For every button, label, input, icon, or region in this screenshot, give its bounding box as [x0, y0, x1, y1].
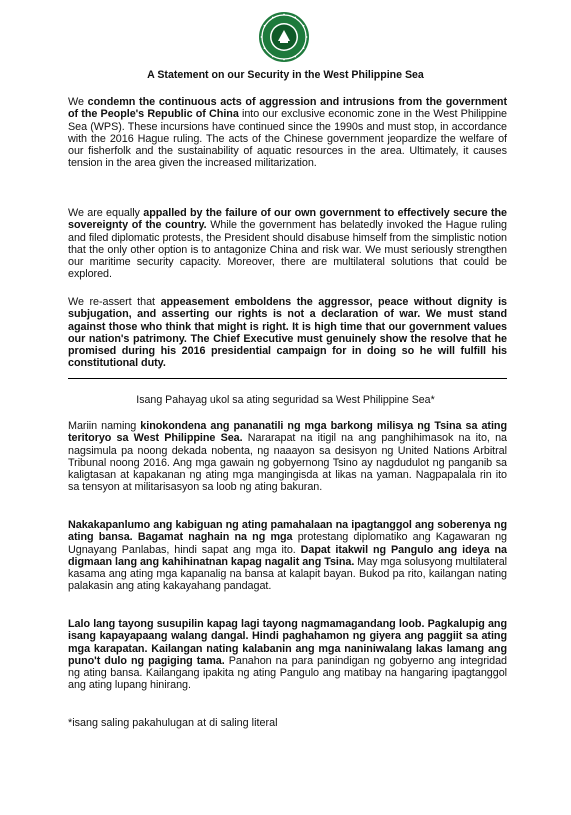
text-segment: into our exclusive economic zone in the West Philippine Sea (WPS). These incursions have continued since the 1990s and must stop, in accordance with the 2016 Hague ruling. The acts of the Chinese government jeopardize the welfare of our fisherfolk and the sustainability of aquatic resources in the area. Ultimately, it causes tension in the area given the increased militarization. — [68, 108, 508, 170]
text-segment: Panahon na para panindigan ng gobyerno ang integridad ng ating bansa. Kailangang ipakita ng ating Pangulo ang matibay na hangaring ipagtanggol ang ating lupang hinirang. — [68, 654, 507, 692]
english-paragraph-3 — [68, 296, 507, 370]
filipino-paragraph-3 — [68, 618, 507, 692]
english-paragraph-1 — [68, 96, 507, 170]
filipino-paragraph-1 — [68, 420, 507, 494]
text-segment: We are equally — [68, 207, 144, 219]
bold-text-segment: appalled by the failure of our own government to effectively secure the sovereignty of the country. — [68, 207, 507, 232]
bold-text-segment: Lalo lang tayong susupilin kapag lagi tayong nagmamagandang loob. Pagkalupig ang isang kapayapaang walang dangal. Hindi paghahamon ng giyera ang paggiit sa ating mga karapatan. Kailangan nating kalabanin ang mga naniniwalang lakas lamang ang puno't dulo ng pagiging tama. — [68, 618, 507, 667]
text-segment: protestang diplomatiko ang Kagawaran ng Ugnayang Panlabas, hindi sapat ang mga ito. — [68, 531, 508, 556]
translation-footnote: *isang saling pakahulugan at di saling literal — [68, 717, 278, 729]
text-segment: While the government has belatedly invoked the Hague ruling and filed diplomatic protests, the President should disabuse himself from the simplistic notion that the only other option is to antagonize China and risk war. We must seriously strengthen our maritime security capacity. Moreover, there are multilateral solutions that could be explored. — [68, 219, 507, 281]
bold-text-segment: kinokondena ang pananatili ng mga barkong milisya ng Tsina sa ating teritoryo sa West Philippine Sea. — [68, 420, 508, 445]
text-segment: Nararapat na itigil na ang panghihimasok na ito, na nagsimula pa noong dekada nobenta, ng naaayon sa desisyon ng United Nations Arbitral Tribunal noong 2016. Ang mga gawain ng gobyernong Tsino ay nagdudulot ng panganib sa kaligtasan at kapakanan ng ating mga mangingisda at likas na yaman. Nagpapalala rin ito sa tensyon at militarisasyon sa loob ng ating bakuran. — [68, 432, 507, 494]
university-seal-logo — [258, 11, 310, 63]
text-segment: We — [68, 96, 88, 108]
filipino-statement-title: Isang Pahayag ukol sa ating seguridad sa West Philippine Sea* — [136, 394, 435, 406]
bold-text-segment: Dapat itakwil ng Pangulo ang ideya na digmaan lang ang kahihinatnan kapag nagalit ang Tsina. — [68, 543, 507, 568]
bold-text-segment: appeasement emboldens the aggressor, peace without dignity is subjugation, and asserting our rights is not a declaration of war. We must stand against those who think that might is right. It is high time that our government values our nation's patrimony. The Chief Executive must genuinely show the resolve that he promised during his 2016 presidential campaign for in doing so he will fulfill his constitutional duty. — [68, 296, 507, 370]
english-statement-title: A Statement on our Security in the West Philippine Sea — [147, 69, 424, 81]
english-paragraph-2 — [68, 207, 507, 281]
bold-text-segment: condemn the continuous acts of aggression and intrusions from the government of the People's Republic of China — [68, 96, 507, 121]
bold-text-segment: Nakakapanlumo ang kabiguan ng ating pamahalaan na ipagtanggol ang soberenya ng ating bansa. Bagamat naghain na ng mga — [68, 519, 507, 544]
text-segment: Mariin naming — [68, 420, 141, 432]
filipino-paragraph-2 — [68, 519, 507, 593]
text-segment: We re-assert that — [68, 296, 161, 308]
section-divider — [68, 378, 507, 379]
text-segment: May mga solusyong multilateral kasama ang ating mga kapanalig na bansa at kalapit bayan. Bukod pa rito, kailangan nating palakasin ang ating kakayahang pandagat. — [68, 555, 508, 593]
